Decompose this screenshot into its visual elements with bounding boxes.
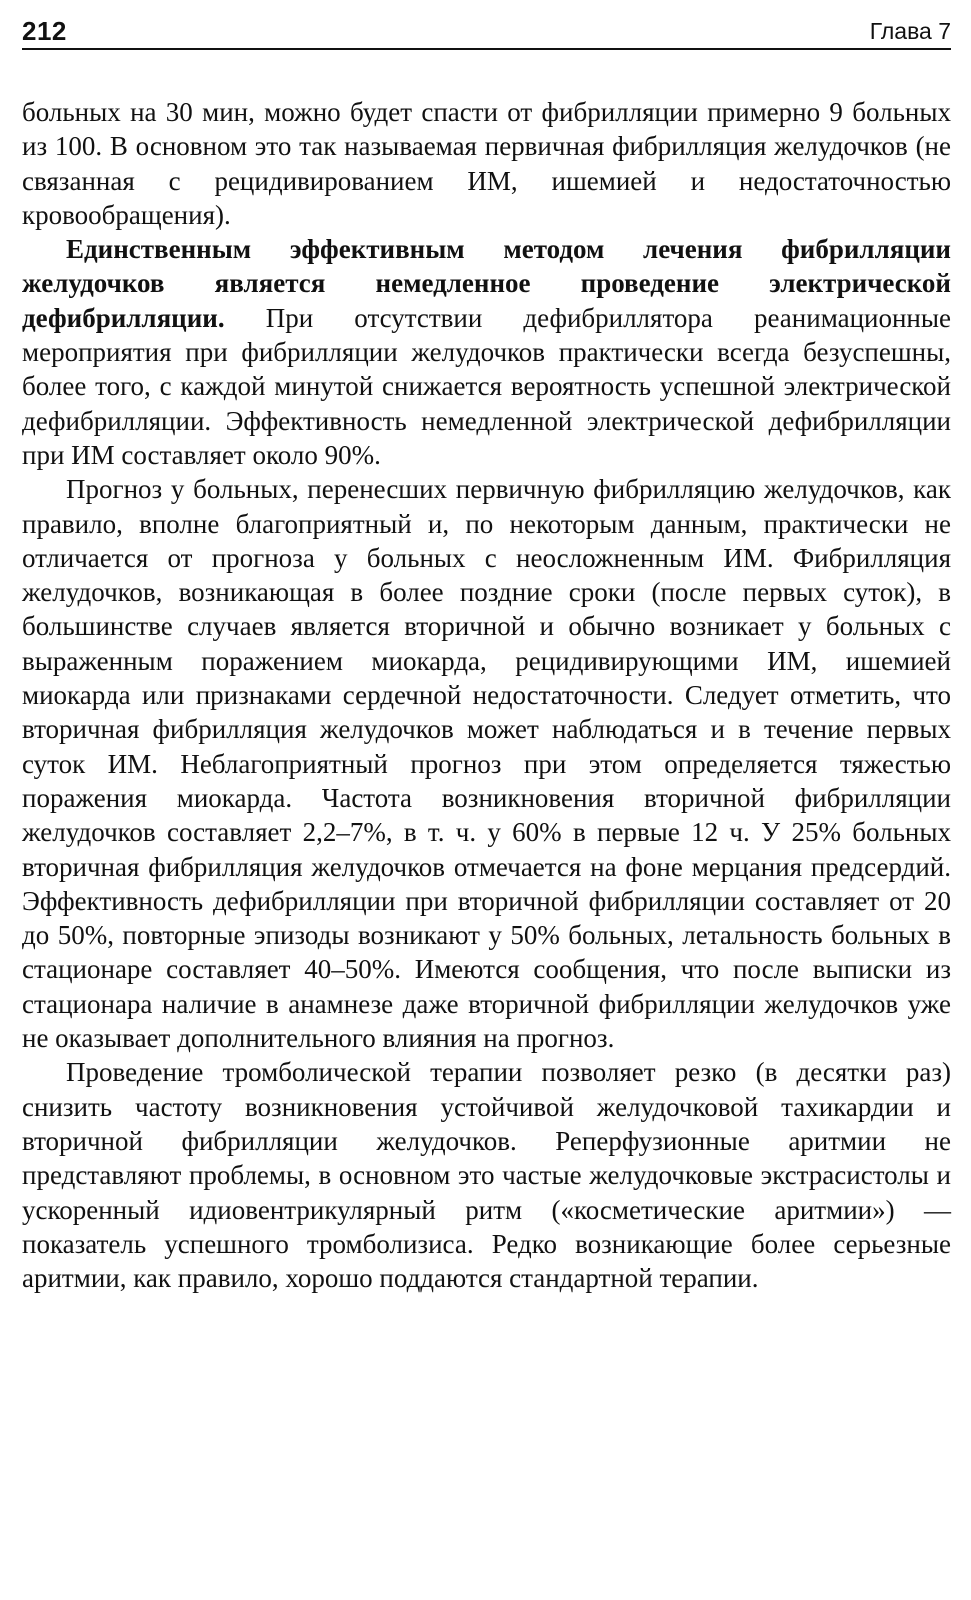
running-header (22, 14, 951, 50)
bold-statement: Единственным эффективным методом лечения фибрилляции желудочков является немедленное проведение электрической дефибрилляции. (22, 234, 951, 333)
paragraph-thrombolytic-therapy: Проведение тромболической терапии позволяет резко (в десятки раз) снизить частоту возникновения устойчивой желудочковой тахикардии и вторичной фибрилляции желудочков. Реперфузионные аритмии не представляют проблемы, в основном это частые желудочковые экстрасистолы и ускоренный идиовентрикулярный ритм («косметические аритмии») — показатель успешного тромболизиса. Редко возникающие более серьезные аритмии, как правило, хорошо поддаются стандартной терапии. (22, 1057, 951, 1294)
page-number: 212 (22, 16, 67, 46)
paragraph-prognosis: Прогноз у больных, перенесших первичную фибрилляцию желудочков, как правило, вполне благоприятный и, по некоторым данным, практически не отличается от прогноза у больных с неосложненным ИМ. Фибрилляция желудочков, возникающая в более поздние сроки (после первых суток), в большинстве случаев является вторичной и обычно возникает у больных с выраженным поражением миокарда, рецидивирующими ИМ, ишемией миокарда или признаками сердечной недостаточности. Следует отметить, что вторичная фибрилляция желудочков может наблюдаться и в течение первых суток ИМ. Неблагоприятный прогноз при этом определяется тяжестью поражения миокарда. Частота возникновения вторичной фибрилляции желудочков составляет 2,2–7%, в т. ч. у 60% в первые 12 ч. У 25% больных вторичная фибрилляция желудочков отмечается на фоне мерцания предсердий. Эффективность дефибрилляции при вторичной фибрилляции составляет от 20 до 50%, повторные эпизоды возникают у 50% больных, летальность больных в стационаре составляет 40–50%. Имеются сообщения, что после выписки из стационара наличие в анамнезе даже вторичной фибрилляции желудочков уже не оказывает дополнительного влияния на прогноз. (22, 474, 951, 1054)
paragraph-continuation: больных на 30 мин, можно будет спасти от фибрилляции примерно 9 больных из 100. В основном это так называемая первичная фибрилляция желудочков (не связанная с рецидивированием ИМ, ишемией и недостаточностью кровообращения). (22, 97, 951, 230)
paragraph-defibrillation (22, 232, 951, 472)
body-text (22, 95, 951, 1295)
paragraph-defibrillation-text: При отсутствии дефибриллятора реанимационные мероприятия при фибрилляции желудочков практически всегда безуспешны, более того, с каждой минутой снижается вероятность успешной электрической дефибрилляции. Эффективность немедленной электрической дефибрилляции при ИМ составляет около 90%. (22, 302, 951, 470)
chapter-label: Глава 7 (869, 18, 951, 44)
